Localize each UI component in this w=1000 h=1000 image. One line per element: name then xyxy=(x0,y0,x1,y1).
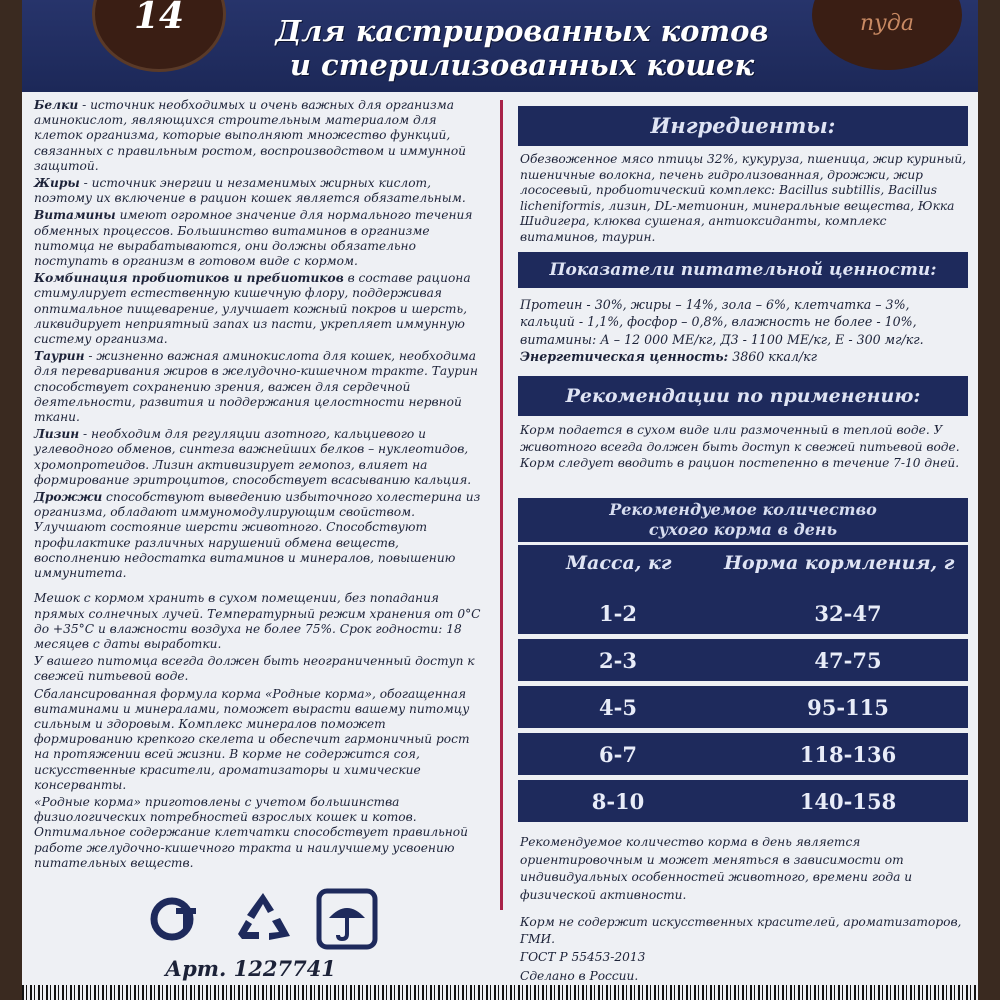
article-number: Арт. 1227741 xyxy=(165,956,336,981)
paragraph-lysine xyxy=(34,427,488,488)
paragraph-taurine xyxy=(34,349,488,425)
feeding-row xyxy=(518,780,968,822)
feeding-title xyxy=(518,500,968,540)
nutrition-values xyxy=(520,296,968,366)
row-mass: 6-7 xyxy=(599,742,637,767)
term: Таурин xyxy=(34,349,85,364)
header-banner xyxy=(22,0,978,92)
energy-line xyxy=(520,348,968,365)
term: Жиры xyxy=(34,176,80,191)
feeding-row xyxy=(518,686,968,728)
recycle-icon xyxy=(232,888,294,950)
column-divider xyxy=(500,100,503,910)
benefits-column xyxy=(34,98,488,873)
nutrition-heading: Показатели питательной ценности: xyxy=(518,252,968,288)
paragraph-probiotics xyxy=(34,271,488,347)
keep-dry-umbrella-icon xyxy=(316,888,378,950)
gost-text: ГОСТ Р 55453-2013 xyxy=(520,950,646,964)
feeding-row xyxy=(518,639,968,681)
paragraph-yeast xyxy=(34,490,488,581)
made-in-text: Сделано в России. xyxy=(520,969,639,983)
text: имеют огромное значение для нормального течения обменных процессов. Большинство витаминов в организме питомца не вырабатываются, они должны обязательно поступать в организм в готовом виде с кормом. xyxy=(34,208,473,269)
ingredients-text: Обезвоженное мясо птицы 32%, кукуруза, пшеница, жир куриный, пшеничные волокна, печень гидролизованная, дрожжи, жир лососевый, пробиотический комплекс: Bacillus subtillis, Bacillus licheniformis, лизин, DL-метионин, минеральные вещества, Юкка Шидигера, клюква сушеная, антиоксиданты, комплекс витаминов, таурин. xyxy=(520,152,967,244)
row-norm: 95-115 xyxy=(807,695,889,720)
column-mass: Масса, кг xyxy=(566,552,672,574)
recommend-heading: Рекомендации по применению: xyxy=(518,376,968,416)
row-norm: 47-75 xyxy=(814,648,882,673)
feeding-row xyxy=(518,592,968,634)
nutrition-line-2: кальций - 1,1%, фосфор – 0,8%, влажность не более - 10%, xyxy=(520,314,917,330)
term: Лизин xyxy=(34,427,80,442)
corner-badge xyxy=(812,0,962,70)
storage-text: Мешок с кормом хранить в сухом помещении, без попадания прямых солнечных лучей. Температурный режим хранения от 0°С до +35°С и влажности воздуха не более 75%. Срок годности: 18 месяцев с даты выработки. xyxy=(34,591,481,651)
row-norm: 140-158 xyxy=(799,789,897,814)
number-badge xyxy=(92,0,226,72)
row-mass: 2-3 xyxy=(599,648,637,673)
corner-badge-text: пуда xyxy=(860,11,914,36)
feeding-title-line-1: Рекомендуемое количество xyxy=(609,500,877,519)
feeding-row xyxy=(518,733,968,775)
ingredients-heading: Ингредиенты: xyxy=(518,106,968,146)
row-mass: 8-10 xyxy=(591,789,645,814)
paragraph-proteins xyxy=(34,98,488,174)
badge-number: 14 xyxy=(133,0,185,37)
nutrition-line-3: витамины: А – 12 000 МЕ/кг, Д3 - 1100 МЕ/кг, Е - 300 мг/кг. xyxy=(520,331,924,347)
feeding-table-header xyxy=(518,498,968,594)
text: способствуют выведению избыточного холестерина из организма, обладают иммуномодулирующим свойством. Улучшают состояние шерсти животного. Способствуют профилактике различных нарушений обмена веществ, восполнению недостатка витаминов и минералов, повышению иммунитета. xyxy=(34,490,481,581)
row-norm: 118-136 xyxy=(799,742,897,767)
text: - жизненно важная аминокислота для кошек, необходима для переваривания жиров в желудочно-кишечном тракте. Таурин способствует сохранению зрения, важен для сердечной деятельности, развития и поддержания целостности нервной ткани. xyxy=(34,349,478,425)
text: - необходим для регуляции азотного, кальциевого и углеводного обменов, синтеза важнейших белков – нуклеотидов, хромопротеидов. Лизин активизирует гемопоз, влияет на формирование эритроцитов, способствует всасыванию кальция. xyxy=(34,427,472,487)
paragraph-fats xyxy=(34,176,488,206)
term: Белки xyxy=(34,98,79,112)
no-dyes-text: Корм не содержит искусственных красителей, ароматизаторов, ГМИ. xyxy=(520,915,962,946)
text: в составе рациона стимулирует естественную кишечную флору, поддерживая оптимальное пищеварение, улучшает кожный покров и шерсть, ликвидирует неприятный запах из пасти, укрепляет иммунную систему организма. xyxy=(34,271,471,347)
feeding-note: Рекомендуемое количество корма в день является ориентировочным и может меняться в зависимости от индивидуальных особенностей животного, времени года и физической активности. xyxy=(520,835,913,902)
nutrition-line-1: Протеин - 30%, жиры – 14%, зола – 6%, клетчатка – 3%, xyxy=(520,297,910,312)
title-line-2: и стерилизованных кошек xyxy=(289,48,755,82)
prepared-text: «Родные корма» приготовлены с учетом большинства физиологических потребностей взрослых кошек и котов. Оптимальное содержание клетчатки способствует правильной работе желудочно-кишечного тракта и наилучшему усвоению питательных веществ. xyxy=(34,794,468,870)
row-norm: 32-47 xyxy=(814,601,882,626)
energy-label: Энергетическая ценность: xyxy=(520,349,729,365)
water-text: У вашего питомца всегда должен быть неограниченный доступ к свежей питьевой воде. xyxy=(34,654,475,684)
text: - источник необходимых и очень важных для организма аминокислот, являющихся строительным материалом для клеток организма, которые выполняют множество функций, связанных с правильным ростом, воспроизводством и иммунной защитой. xyxy=(34,98,467,173)
recommend-text: Корм подается в сухом виде или размоченный в теплой воде. У животного всегда должен быть доступ к свежей питьевой воде. Корм следует вводить в рацион постепенно в течение 7-10 дней. xyxy=(520,423,960,470)
term: Витамины xyxy=(34,208,116,223)
text: - источник энергии и незаменимых жирных кислот, поэтому их включение в рацион кошек является обязательным. xyxy=(34,176,466,206)
term: Дрожжи xyxy=(34,490,103,505)
paragraph-vitamins xyxy=(34,208,488,269)
energy-value: 3860 ккал/кг xyxy=(728,349,817,365)
barcode-strip xyxy=(22,985,978,1000)
row-mass: 1-2 xyxy=(599,601,637,626)
rst-certification-icon xyxy=(150,888,212,950)
term: Комбинация пробиотиков и пребиотиков xyxy=(34,271,344,286)
formula-text: Сбалансированная формула корма «Родные корма», обогащенная витаминами и минералами, поможет вырасти вашему питомцу сильным и здоровым. Комплекс минералов поможет формированию крепкого скелета и обеспечит гармоничный рост на протяжении всей жизни. В корме не содержится соя, искусственные красители, ароматизаторы и химические консерванты. xyxy=(34,686,470,792)
column-norm: Норма кормления, г xyxy=(724,552,955,574)
feeding-separator xyxy=(518,542,968,545)
feeding-title-line-2: сухого корма в день xyxy=(648,520,838,539)
title-line-1: Для кастрированных котов xyxy=(275,14,769,48)
row-mass: 4-5 xyxy=(599,695,637,720)
